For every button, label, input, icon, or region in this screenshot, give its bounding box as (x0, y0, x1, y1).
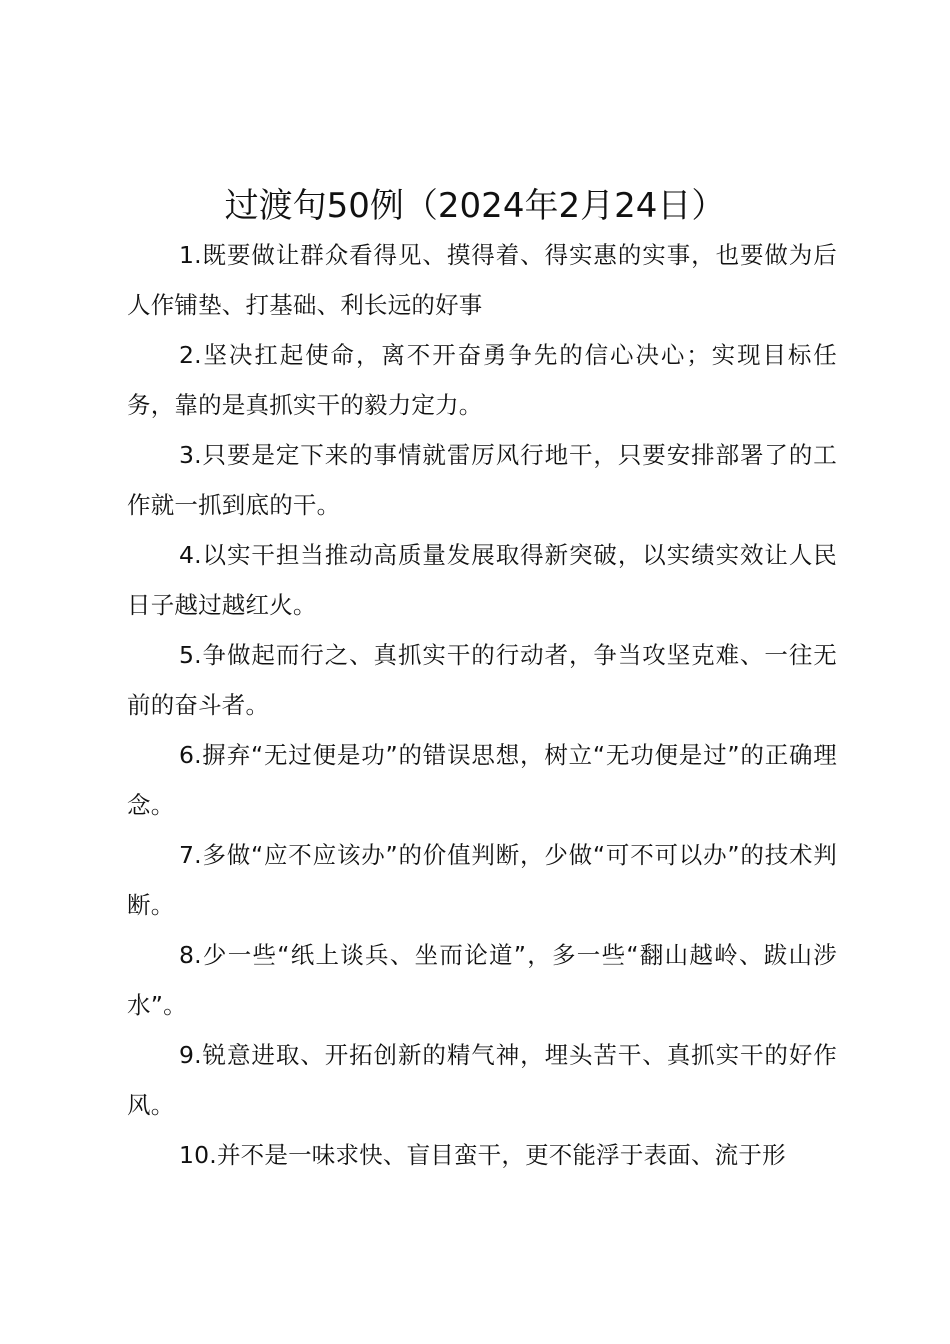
paragraph-8: 8.少一些“纸上谈兵、坐而论道”，多一些“翻山越岭、跋山涉水”。 (127, 941, 837, 1019)
paragraph-9: 9.锐意进取、开拓创新的精气神，埋头苦干、真抓实干的好作风。 (127, 1041, 837, 1119)
paragraph-7: 7.多做“应不应该办”的价值判断，少做“可不可以办”的技术判断。 (127, 841, 837, 919)
paragraph-6: 6.摒弃“无过便是功”的错误思想，树立“无功便是过”的正确理念。 (127, 741, 837, 819)
paragraph-2: 2.坚决扛起使命，离不开奋勇争先的信心决心；实现目标任务，靠的是真抓实干的毅力定力。 (127, 341, 837, 419)
document-body (127, 230, 837, 1180)
paragraph-3: 3.只要是定下来的事情就雷厉风行地干，只要安排部署了的工作就一抓到底的干。 (127, 441, 837, 519)
paragraph-5: 5.争做起而行之、真抓实干的行动者，争当攻坚克难、一往无前的奋斗者。 (127, 641, 837, 719)
paragraph-4: 4.以实干担当推动高质量发展取得新突破，以实绩实效让人民日子越过越红火。 (127, 541, 837, 619)
paragraph-1: 1.既要做让群众看得见、摸得着、得实惠的实事，也要做为后人作铺垫、打基础、利长远的好事 (127, 241, 837, 319)
paragraph-10: 10.并不是一味求快、盲目蛮干，更不能浮于表面、流于形 (179, 1141, 786, 1169)
document-title: 过渡句50例（2024年2月24日） (224, 186, 726, 226)
